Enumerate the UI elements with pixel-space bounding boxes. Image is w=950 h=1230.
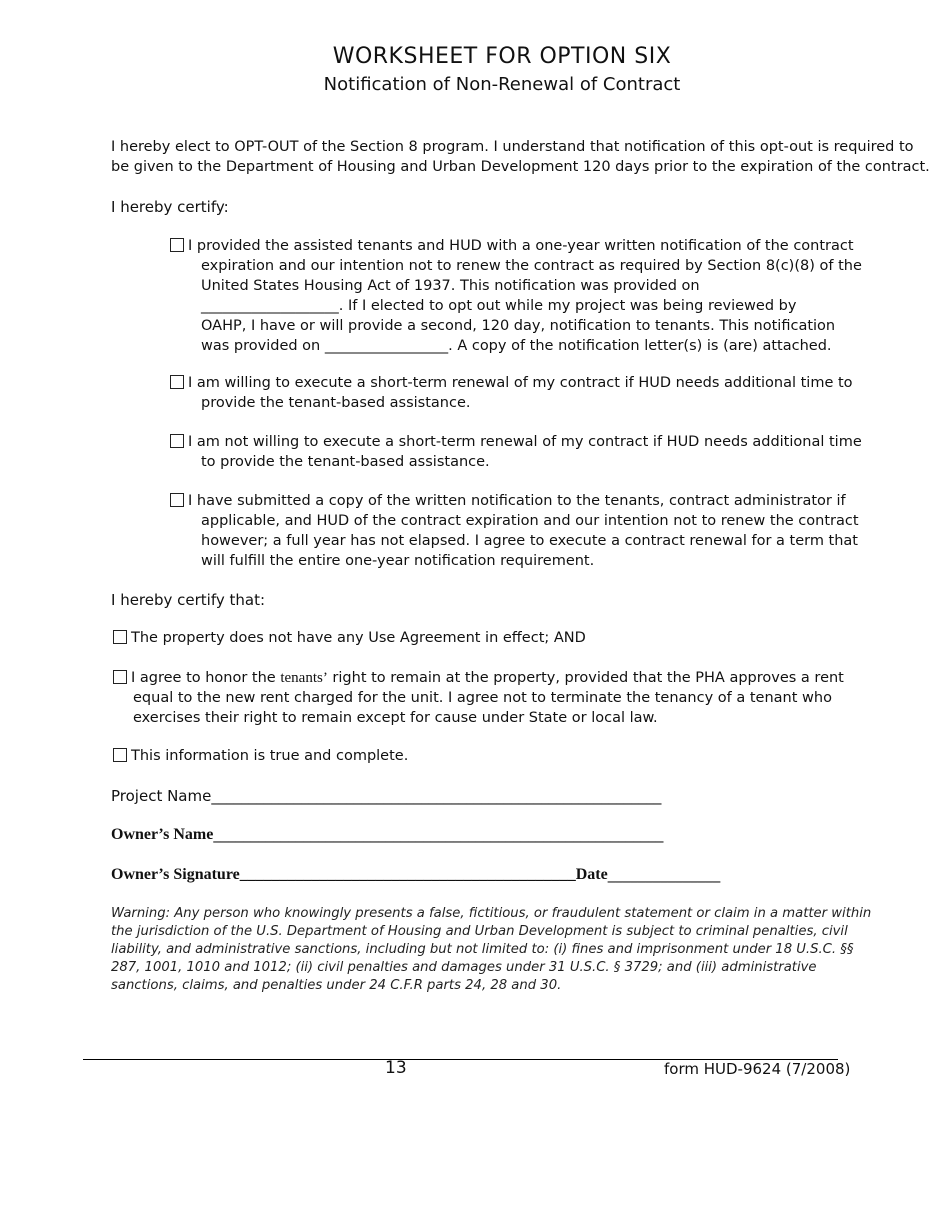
- use-agreement-item: The property does not have any Use Agreement in effect; AND: [113, 628, 586, 648]
- certify-item-1: I provided the assisted tenants and HUD with a one-year written notification of the contract expiration and our intention not to renew the contract as required by Section 8(c)(8) of the United States Housing Act of 1937. This notification was provided on ___________________. If I elected to opt out while my project was being reviewed by OAHP, I have or will provide a second, 120 day, notification to tenants. This notification was provided on _________________. A copy of the notification letter(s) is (are) attached.: [170, 236, 862, 356]
- certify-item-1-checkbox[interactable]: [170, 238, 184, 252]
- owner-name-line[interactable]: ____________________________________________________________: [213, 825, 664, 843]
- honor-tenants-checkbox[interactable]: [113, 670, 127, 684]
- page-subtitle: Notification of Non-Renewal of Contract: [323, 74, 681, 95]
- owner-name-field[interactable]: Owner’s Name____________________________________________________________: [111, 825, 664, 843]
- project-name-field[interactable]: Project Name____________________________________________________________: [111, 787, 662, 805]
- date-line[interactable]: _______________: [607, 865, 721, 883]
- certify-item-2-checkbox[interactable]: [170, 375, 184, 389]
- honor-tenants-item: I agree to honor the tenants’ right to remain at the property, provided that the PHA approves a rent equal to the new rent charged for the unit. I agree not to terminate the tenancy of a tenant who exercises their right to remain except for cause under State or local law.: [113, 668, 844, 728]
- project-name-line[interactable]: ____________________________________________________________: [211, 787, 662, 805]
- use-agreement-checkbox[interactable]: [113, 630, 127, 644]
- signature-field[interactable]: Owner’s Signature__________________________________________Date_______________: [111, 865, 721, 883]
- true-complete-checkbox[interactable]: [113, 748, 127, 762]
- page-number: 13: [385, 1058, 407, 1078]
- certify-that-heading: I hereby certify that:: [111, 591, 266, 609]
- page-title: WORKSHEET FOR OPTION SIX: [332, 44, 672, 69]
- form-id: form HUD-9624 (7/2008): [664, 1060, 851, 1078]
- certify-item-3-checkbox[interactable]: [170, 434, 184, 448]
- intro-paragraph: I hereby elect to OPT-OUT of the Section 8 program. I understand that notification of this opt-out is required to be given to the Department of Housing and Urban Development 120 days prior to the expiration of the contract.: [111, 139, 930, 175]
- certify-item-4-checkbox[interactable]: [170, 493, 184, 507]
- certify-item-2: I am willing to execute a short-term renewal of my contract if HUD needs additional time to provide the tenant-based assistance.: [170, 373, 853, 413]
- signature-line[interactable]: __________________________________________: [239, 866, 576, 883]
- true-complete-item: This information is true and complete.: [113, 746, 408, 766]
- certify-heading: I hereby certify:: [111, 198, 229, 216]
- warning-text: Warning: Any person who knowingly presents a false, fictitious, or fraudulent statement or claim in a matter within the jurisdiction of the U.S. Department of Housing and Urban Development is subject to criminal penalties, civil liability, and administrative sanctions, including but not limited to: (i) fines and imprisonment under 18 U.S.C. §§ 287, 1001, 1010 and 1012; (ii) civil penalties and damages under 31 U.S.C. § 3729; and (iii) administrative sanctions, claims, and penalties under 24 C.F.R parts 24, 28 and 30.: [111, 906, 872, 993]
- certify-item-4: I have submitted a copy of the written notification to the tenants, contract administrator if applicable, and HUD of the contract expiration and our intention not to renew the contract however; a full year has not elapsed. I agree to execute a contract renewal for a term that will fulfill the entire one-year notification requirement.: [170, 491, 859, 571]
- certify-item-3: I am not willing to execute a short-term renewal of my contract if HUD needs additional time to provide the tenant-based assistance.: [170, 432, 862, 472]
